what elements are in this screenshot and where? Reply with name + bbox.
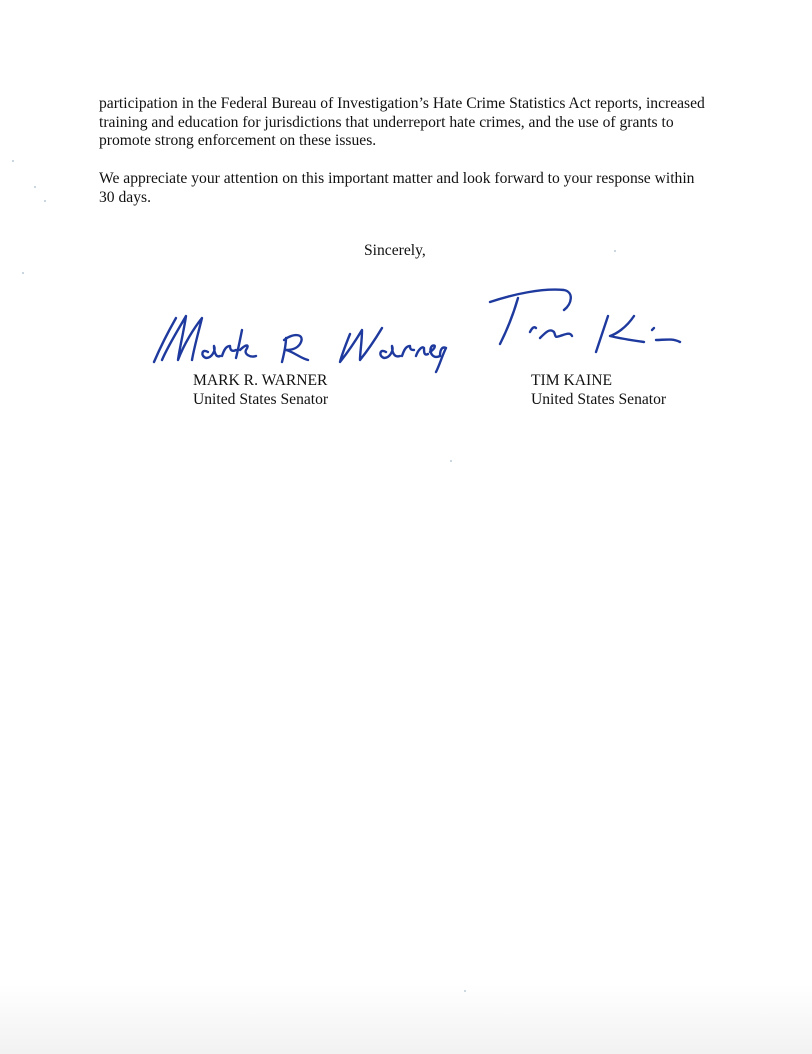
scan-speck xyxy=(44,200,46,202)
signer-title: United States Senator xyxy=(531,391,667,408)
paragraph-line: We appreciate your attention on this important matter and look forward to your response within xyxy=(99,170,695,187)
scan-edge-shading xyxy=(0,984,812,1054)
kaine-signature xyxy=(484,282,694,362)
paragraph-line: 30 days. xyxy=(99,188,151,206)
scan-speck xyxy=(614,250,616,252)
scan-speck xyxy=(34,186,36,188)
signer-block-kaine xyxy=(531,371,666,409)
closing-salutation: Sincerely, xyxy=(364,242,426,259)
signer-title: United States Senator xyxy=(193,391,329,408)
signer-block-warner xyxy=(193,371,328,409)
warner-signature xyxy=(150,300,440,380)
paragraph-line: training and education for jurisdictions that underreport hate crimes, and the use of grants to xyxy=(99,113,674,131)
scan-speck xyxy=(450,460,452,462)
paragraph-line: promote strong enforcement on these issues. xyxy=(99,132,377,150)
paragraph-hate-crime-reporting xyxy=(99,95,739,151)
scan-speck xyxy=(12,160,14,162)
signer-name: MARK R. WARNER xyxy=(193,372,328,389)
paragraph-response-request xyxy=(99,170,739,207)
scan-speck xyxy=(22,272,24,274)
signer-name: TIM KAINE xyxy=(531,372,612,389)
paragraph-line: participation in the Federal Bureau of Investigation’s Hate Crime Statistics Act reports, increased xyxy=(99,95,705,112)
